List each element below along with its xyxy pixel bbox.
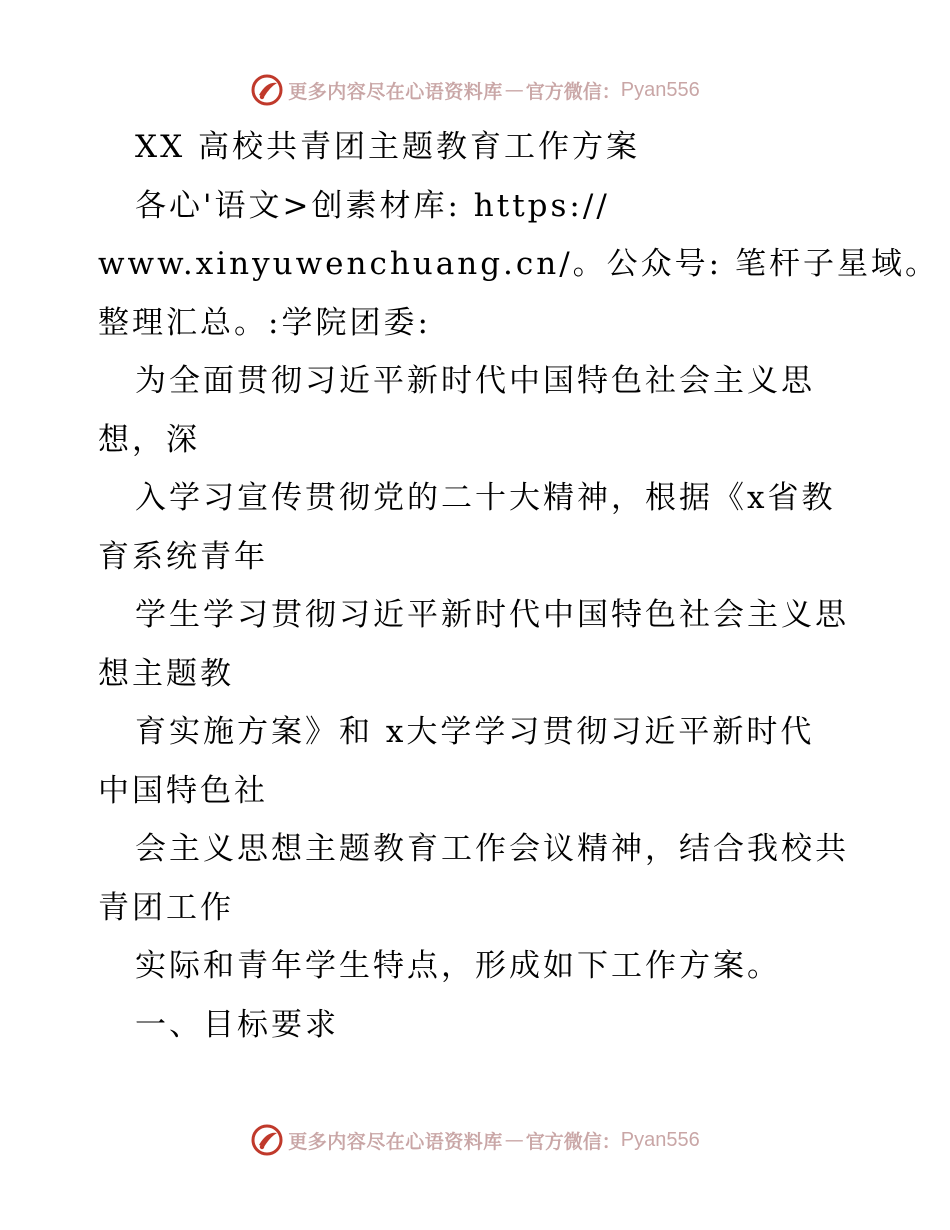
paragraph-line: 青团工作 [98,889,234,926]
paragraph-line: 会主义思想主题教育工作会议精神，结合我校共 [135,831,849,867]
paragraph-line: 为全面贯彻习近平新时代中国特色社会主义思 [135,363,815,399]
banner-wechat-id: Pyan556 [620,78,700,101]
header-banner [0,70,950,110]
paragraph-line: 实际和青年学生特点，形成如下工作方案。 [135,948,781,984]
organizer-line: 整理汇总。:学院团委: [98,304,431,341]
document-title: XX 高校共青团主题教育工作方案 [135,129,640,165]
paragraph-line: 想，深 [98,421,200,458]
paragraph-line: 育系统青年 [98,538,268,575]
banner-wechat-label: 官方微信： [525,80,621,103]
section-heading: 一、目标要求 [135,1006,339,1043]
source-url-line: www.xinyuwenchuang.cn/。公众号: 笔杆子星域。 [98,246,939,282]
pen-logo-icon [250,73,284,107]
banner-separator: — [504,1129,524,1151]
banner-wechat-label: 官方微信： [525,1130,621,1153]
banner-text: 更多内容尽在心语资料库 [288,80,503,103]
paragraph-line: 学生学习贯彻习近平新时代中国特色社会主义思 [135,597,849,633]
paragraph-line: 育实施方案》和 x大学学习贯彻习近平新时代 [135,714,815,750]
source-line: 各心'语文>创素材库: https:// [135,187,610,224]
banner-separator: — [504,79,524,101]
document-body [98,118,939,1054]
pen-logo-icon [250,1123,284,1157]
paragraph-line: 入学习宣传贯彻党的二十大精神，根据《x省教 [135,480,836,516]
banner-wechat-id: Pyan556 [620,1128,700,1151]
paragraph-line: 想主题教 [98,655,234,692]
banner-text: 更多内容尽在心语资料库 [288,1130,503,1153]
paragraph-line: 中国特色社 [98,772,268,809]
footer-banner [0,1120,950,1160]
